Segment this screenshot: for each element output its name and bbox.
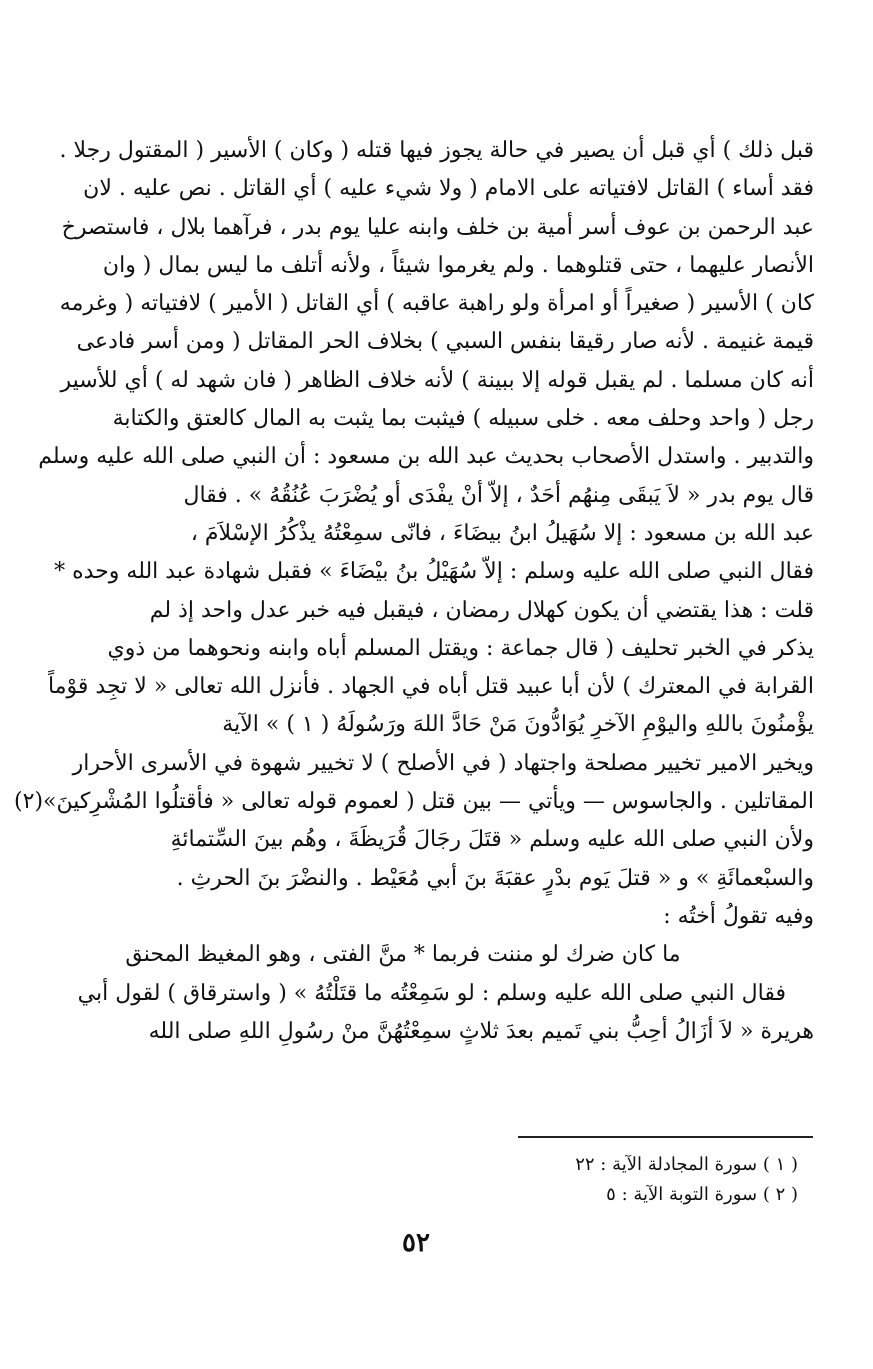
page-number: ٥٢ <box>402 1228 430 1258</box>
text-line-19: ولأن النبي صلى الله عليه وسلم « قتَلَ رجَالَ قُرَيظَةَ ، وهُم بينَ السِّتمائةِ <box>170 827 814 853</box>
text-line-11: عبد الله بن مسعود : إلا سُهَيلُ ابنُ بيضَاءَ ، فانّى سمِعْتُهُ يذْكُرُ الإسْلاَمَ ، <box>190 520 814 546</box>
text-line-12: فقال النبي صلى الله عليه وسلم : إلاّ سُهَيْلُ بنُ بيْضَاءَ » فقبل شهادة عبد الله وحده * <box>54 559 814 585</box>
text-line-7: أنه كان مسلما . لم يقبل قوله إلا ببينة ) لأنه خلاف الظاهر ( فان شهد له ) أي للأسير <box>60 367 814 393</box>
text-line-4: الأنصار عليهما ، حتى قتلوهما . ولم يغرموا شيئاً ، ولأنه أتلف ما ليس بمال ( وان <box>102 252 814 278</box>
text-line-8: رجل ( واحد وحلف معه . خلى سبيله ) فيثبت بما يثبت به المال كالعتق والكتابة <box>112 406 814 432</box>
text-line-22: فقال النبي صلى الله عليه وسلم : لو سَمِعْتُه ما قتَلْتُهُ » ( واسترقاق ) لقول أبي <box>77 980 786 1006</box>
text-line-18: المقاتلين . والجاسوس — ويأتي — بين قتل ( لعموم قوله تعالى « فأقتلُوا المُشْرِكينَ»(٢) <box>14 789 814 815</box>
text-line-10: قال يوم بدر « لاَ يَبقَى مِنهُم أحَدٌ ، إلاّ أنْ يفْدَى أو يُضْرَبَ عُنُقُهُ » . فقال <box>183 482 814 508</box>
footnote-divider <box>518 1136 813 1138</box>
text-line-21: وفيه تقولُ أختُه : <box>663 903 814 929</box>
poetry-verse: ما كان ضرك لو مننت فربما * منَّ الفتى ، وهو المغيظ المحنق <box>125 942 681 968</box>
text-line-13: قلت : هذا يقتضي أن يكون كهلال رمضان ، فيقبل فيه خبر عدل واحد إذ لم <box>149 597 814 623</box>
text-line-3: عبد الرحمن بن عوف أسر أمية بن خلف وابنه عليا يوم بدر ، فرآهما بلال ، فاستصرخ <box>61 214 814 240</box>
footnote-2: ( ٢ ) سورة التوبة الآية : ٥ <box>606 1184 798 1205</box>
main-text <box>14 132 814 1051</box>
text-line-14: يذكر في الخبر تحليف ( قال جماعة : ويقتل المسلم أباه وابنه ونحوهما من ذوي <box>107 635 814 661</box>
text-line-20: والسبْعمائَةِ » و « قتلَ يَوم بدْرٍ عقبَةَ بنَ أبي مُعَيْط . والنضْرَ بنَ الحرثِ . <box>176 865 814 891</box>
text-line-23: هريرة « لاَ أزَالُ أحِبُّ بني تَميم بعدَ ثلاثٍ سمِعْتُهُنَّ منْ رسُولِ اللهِ صلى الله <box>148 1018 814 1044</box>
text-line-17: ويخير الامير تخيير مصلحة واجتهاد ( في الأصلح ) لا تخيير شهوة في الأسرى الأحرار <box>72 750 814 776</box>
footnotes <box>400 1150 798 1210</box>
text-line-6: قيمة غنيمة . لأنه صار رقيقا بنفس السبي ) بخلاف الحر المقاتل ( ومن أسر فادعى <box>76 329 814 355</box>
text-line-15: القرابة في المعترك ) لأن أبا عبيد قتل أباه في الجهاد . فأنزل الله تعالى « لا تجِد قوْماً <box>48 674 814 700</box>
text-line-1: قبل ذلك ) أي قبل أن يصير في حالة يجوز فيها قتله ( وكان ) الأسير ( المقتول رجلا . <box>59 138 814 163</box>
text-line-5: كان ) الأسير ( صغيراً أو امرأة ولو راهبة عاقبه ) أي القاتل ( الأمير ) لافتياته ( وغرمه <box>59 291 814 317</box>
footnote-1: ( ١ ) سورة المجادلة الآية : ٢٢ <box>575 1154 798 1175</box>
text-line-16: يؤْمنُونَ باللهِ واليوْمِ الآخرِ يُوَادُّونَ مَنْ حَادَّ اللهَ ورَسُولَهُ ( ١ ) » الآية <box>222 712 814 738</box>
text-line-2: فقد أساء ) القاتل لافتياته على الامام ( ولا شيء عليه ) أي القاتل . نص عليه . لان <box>83 176 814 202</box>
text-line-9: والتدبير . واستدل الأصحاب بحديث عبد الله بن مسعود : أن النبي صلى الله عليه وسلم <box>38 444 814 470</box>
